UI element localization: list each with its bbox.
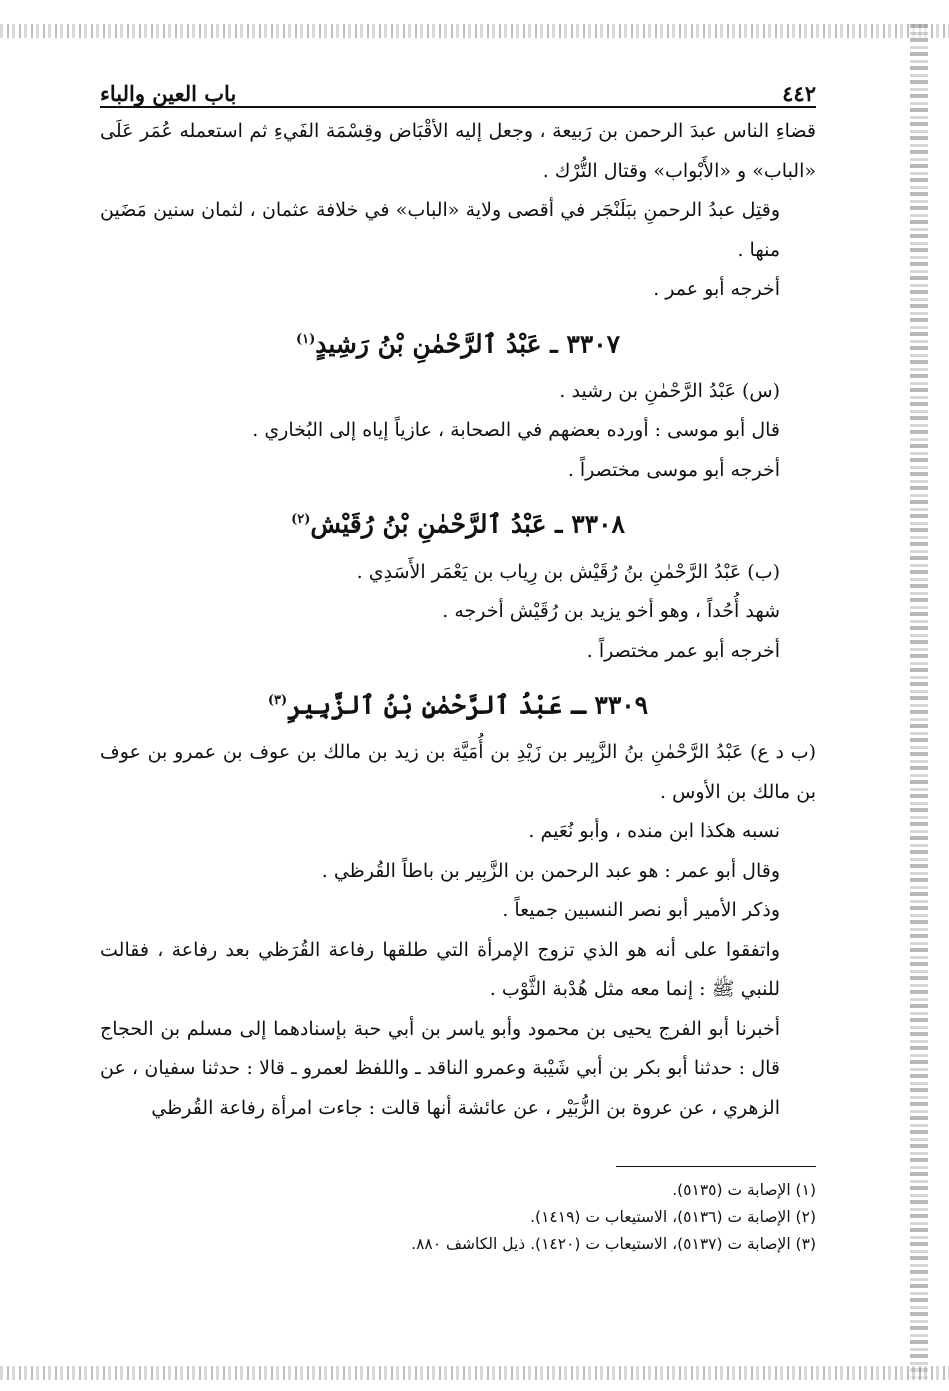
top-ornament-border xyxy=(0,24,949,38)
entry-3308-line-3: أخرجه أبو عمر مختصراً . xyxy=(586,639,780,662)
page-header xyxy=(100,72,816,108)
entry-3307-line-2: قال أبو موسى : أورده بعضهم في الصحابة ، عازياً إياه إلى البُخاري . xyxy=(252,419,780,442)
footnote-ref: (١) xyxy=(295,331,316,347)
entry-title: ٣٣٠٨ ـ عَبْدُ ٱلرَّحْمٰنِ بْنُ رُقَيْش xyxy=(310,509,625,539)
footnote-3: (٣) الإصابة ت (٥١٣٧)، الاستيعاب ت (١٤٢٠). ذيل الكاشف ٨٨٠. xyxy=(411,1235,816,1254)
paragraph-3: أخرجه أبو عمر . xyxy=(653,278,780,300)
footnote-1: (١) الإصابة ت (٥١٣٥). xyxy=(672,1181,816,1200)
footnote-divider xyxy=(616,1166,816,1167)
entry-3308-line-2: شهد أُحُداً ، وهو أخو يزيد بن رُقَيْش أخرجه . xyxy=(442,600,780,623)
section-title: باب العين والباء xyxy=(100,81,237,106)
entry-3309-line-3: وقال أبو عمر : هو عبد الرحمن بن الزَّبِير بن باطاً القُرظي . xyxy=(321,859,780,882)
entry-title: ٣٣٠٩ ـ عَبْدُ ٱلرَّحْمٰنِ بْنُ ٱلزَّبِيرِ xyxy=(287,690,649,720)
book-page xyxy=(100,72,816,1258)
entry-3308-line-1: (ب) عَبْدُ الرَّحْمٰنِ بنُ رُقَيْش بن رِياب بن يَعْمَر الأَسَدِي . xyxy=(356,560,780,583)
bottom-ornament-border xyxy=(0,1366,949,1380)
entry-3309-line-1: (ب د ع) عَبْدُ الرَّحْمٰنِ بنُ الزَّبِير بن زَيْدِ بن أُمَيَّة بن زيد بن مالك بن عوف بن عمرو بن عوف بن مالك بن الأوس . xyxy=(100,741,816,803)
right-ornament-border xyxy=(910,24,928,1380)
footnote-ref: (٢) xyxy=(291,512,311,528)
entry-heading-3308 xyxy=(100,494,816,550)
entry-3307-line-1: (س) عَبْدُ الرَّحْمٰنِ بن رشيد . xyxy=(559,379,780,402)
entry-heading-3307 xyxy=(100,314,816,370)
page-number: ٤٤٢ xyxy=(782,81,816,106)
entry-3309-line-6: أخبرنا أبو الفرج يحيى بن محمود وأبو ياسر بن أبي حبة بإسنادهما إلى مسلم بن الحجاج قال : حدثنا أبو بكر بن أبي شَيْبة وعمرو الناقد ـ واللفظ لعمرو ـ قالا : حدثنا سفيان ، عن الزهري ، عن عروة بن الزُّبَيْر ، عن عائشة أنها قالت : جاءت امرأة رفاعة القُرظي xyxy=(100,1017,780,1119)
entry-title: ٣٣٠٧ ـ عَبْدُ ٱلرَّحْمٰنِ بْنُ رَشِيدٍ xyxy=(315,328,621,358)
paragraph-2: وقتِل عبدُ الرحمنِ ببَلَنْجَر في أقصى ولاية «الباب» في خلافة عثمان ، لثمان سنين مَضَين منها . xyxy=(100,199,780,261)
footnote-ref: (٣) xyxy=(267,693,288,709)
entry-heading-3309 xyxy=(100,675,816,731)
entry-3309-line-2: نسبه هكذا ابن منده ، وأبو نُعَيم . xyxy=(528,820,780,843)
entry-3307-line-3: أخرجه أبو موسى مختصراً . xyxy=(567,458,780,481)
paragraph-1: قضاءِ الناس عبدَ الرحمن بن رَبيعة ، وجعل إليه الأقْبَاض وقِسْمَة الفَيءِ ثم استعمله عُمَر عَلَى «الباب» و «الأَبْواب» وقتال التُّرْك . xyxy=(100,120,816,182)
entry-3309-line-5: واتفقوا على أنه هو الذي تزوج الإمرأة التي طلقها رفاعة القُرَظي بعد رفاعة ، فقالت للنبي ﷺ : إنما معه مثل هُدْبة الثَّوْب . xyxy=(100,938,780,1001)
entry-3309-line-4: وذكر الأمير أبو نصر النسبين جميعاً . xyxy=(502,899,780,922)
footnote-2: (٢) الإصابة ت (٥١٣٦)، الاستيعاب ت (١٤١٩). xyxy=(530,1208,816,1227)
